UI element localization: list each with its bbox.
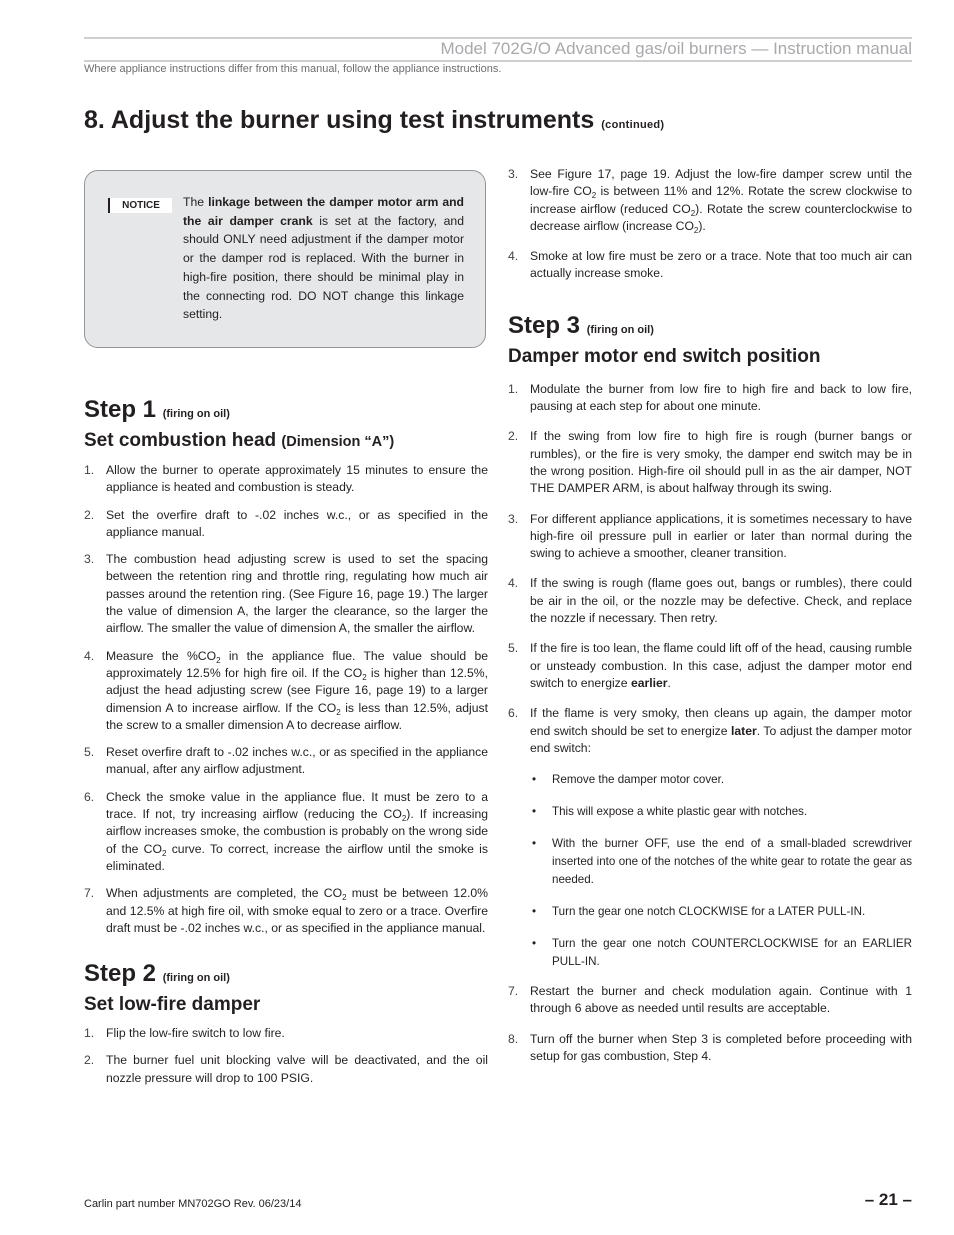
item-number: 2.	[508, 429, 519, 444]
item-text: .	[667, 675, 671, 690]
list-item	[84, 462, 488, 497]
item-number: 5.	[508, 641, 519, 656]
item-text: must be between 12.0% and 12.5% at high fire oil, with smoke equal to zero or a trace. Overfire draft must be -.02 inches w.c., or as specified in the appliance manual.	[106, 886, 488, 935]
step2-list-left	[84, 1025, 488, 1087]
step1-heading	[84, 397, 488, 427]
list-item	[508, 705, 912, 971]
list-item	[508, 640, 912, 692]
step3-bullets	[530, 771, 912, 971]
item-text: If the fire is too lean, the flame could lift off of the head, causing rumble or unsteady combustion. In this case, adjust the damper motor end switch to energize	[530, 641, 912, 690]
step2-heading	[84, 961, 488, 991]
list-item	[508, 575, 912, 627]
list-item	[84, 789, 488, 875]
item-number: 2.	[84, 507, 95, 522]
subscript: 2	[161, 848, 167, 858]
subscript: 2	[690, 208, 696, 218]
item-text-bold: later	[731, 723, 757, 738]
item-number: 4.	[508, 249, 519, 264]
item-text: . To adjust the damper motor end switch:	[530, 723, 912, 755]
part-number: Carlin part number MN702GO Rev. 06/23/14	[84, 1198, 302, 1210]
item-text: Smoke at low fire must be zero or a trace. Note that too much air can actually increase smoke.	[530, 249, 912, 281]
step1-dimension: (Dimension “A”)	[281, 434, 395, 450]
item-text: curve. To correct, increase the airflow until the smoke is eliminated.	[106, 841, 488, 873]
header-bottom-rule	[84, 60, 912, 62]
bullet-item: • Turn the gear one notch COUNTERCLOCKWISE for an EARLIER PULL-IN.	[530, 935, 912, 971]
subscript: 2	[216, 655, 221, 665]
step2-label: Step 2	[84, 960, 157, 988]
item-text: Turn off the burner when Step 3 is completed before proceeding with setup for gas combustion, Step 4.	[530, 1031, 912, 1064]
item-text: Allow the burner to operate approximately 15 minutes to ensure the appliance is heated and combustion is steady.	[106, 463, 488, 495]
step2-section	[84, 961, 488, 1087]
item-text: in the appliance flue. The value should be approximately 12.5% for high fire oil. If the CO	[106, 648, 489, 680]
item-number: 7.	[84, 886, 95, 901]
item-number: 5.	[84, 745, 95, 760]
step1-subtitle	[84, 429, 488, 454]
step3-subtitle: Damper motor end switch position	[508, 345, 821, 367]
item-text: The burner fuel unit blocking valve will be deactivated, and the oil nozzle pressure will drop to 100 PSIG.	[106, 1053, 488, 1085]
item-text: If the swing is rough (flame goes out, bangs or rumbles), there could be air in the oil, or the nozzle may be defective. Check, and replace the nozzle if necessary. Then retry.	[530, 576, 912, 626]
list-item	[84, 551, 488, 637]
notice-text-bold: linkage between the damper motor arm and the air damper crank	[183, 195, 464, 228]
subscript: 2	[342, 893, 347, 903]
step1-label: Step 1	[84, 396, 157, 423]
item-number: 6.	[84, 789, 95, 804]
item-number: 1.	[84, 463, 95, 477]
list-item	[508, 381, 912, 416]
subscript: 2	[693, 225, 699, 235]
notice-tag: NOTICE	[108, 198, 172, 213]
item-number: 4.	[84, 648, 95, 663]
item-text: ). If increasing airflow increases smoke, the combustion is probably on the wrong side of the CO	[106, 807, 489, 856]
item-text: is less than 12.5%, adjust the screw to a smaller dimension A to decrease airflow.	[106, 700, 488, 732]
item-text: Reset overfire draft to -.02 inches w.c., or as specified in the appliance manual, after any airflow adjustment.	[106, 745, 488, 777]
notice-text-part: is set at the factory, and should ONLY need adjustment if the damper motor or the damper rod is replaced. With the burner in high-fire position, there should be minimal play in the connecting rod. DO NOT change this linkage setting.	[183, 213, 464, 322]
item-text: Measure the %CO	[106, 648, 217, 663]
item-text: Check the smoke value in the appliance flue. It must be zero to a trace. If not, try increasing airflow (reducing the CO	[106, 789, 488, 822]
item-text: Flip the low-fire switch to low fire.	[106, 1026, 285, 1041]
step3-label: Step 3	[508, 311, 581, 339]
notice-box	[84, 170, 486, 348]
subscript: 2	[401, 814, 407, 824]
step2-list-right	[508, 166, 912, 283]
item-text: If the swing from low fire to high fire is rough (burner bangs or rumbles), or the fire is very smoky, the damper end switch may be in the wrong position. High-fire oil should pull in as the air damper, NOT THE DAMPER ARM, is about halfway through its swing.	[530, 429, 912, 496]
list-item	[84, 885, 488, 937]
item-text: Modulate the burner from low fire to high fire and back to low fire, pausing at each step for about one minute.	[530, 381, 912, 414]
list-item	[508, 428, 912, 497]
list-item	[508, 166, 912, 235]
step3-section	[508, 313, 912, 1066]
right-column	[508, 166, 912, 1065]
step1-firing: (firing on oil)	[162, 408, 230, 420]
item-text: See Figure 17, page 19. Adjust the low-fire damper screw until the low-fire CO	[530, 167, 912, 199]
list-item	[84, 507, 488, 542]
manual-title: Model 702G/O Advanced gas/oil burners — Instruction manual	[440, 39, 912, 58]
list-item	[508, 983, 912, 1018]
item-text: If the flame is very smoky, then cleans up again, the damper motor end switch should be set to energize	[530, 706, 912, 738]
section-title-text: 8. Adjust the burner using test instruments	[84, 106, 595, 134]
step1-subtitle-text: Set combustion head	[84, 430, 277, 451]
step1-section	[84, 397, 488, 937]
list-item	[84, 1052, 488, 1087]
item-number: 1.	[84, 1026, 95, 1041]
list-item	[508, 511, 912, 563]
item-text: ). Rotate the screw counterclockwise to decrease airflow (increase CO	[530, 201, 913, 233]
item-number: 6.	[508, 706, 519, 721]
item-number: 3.	[508, 167, 519, 181]
item-text: is between 11% and 12%. Rotate the screw clockwise to increase airflow (reduced CO	[530, 184, 912, 216]
item-text: For different appliance applications, it is sometimes necessary to have high-fire oil pressure pull in earlier or later than normal during the swing to achieve a smoother, cleaner transition.	[530, 511, 912, 561]
item-text: Restart the burner and check modulation again. Continue with 1 through 6 above as needed until results are acceptable.	[530, 984, 912, 1016]
list-item	[84, 648, 488, 734]
item-number: 2.	[84, 1053, 95, 1068]
item-number: 7.	[508, 984, 519, 999]
list-item	[508, 248, 912, 283]
step1-list	[84, 462, 488, 937]
item-text: When adjustments are completed, the CO	[106, 886, 343, 901]
bullet-item: • Turn the gear one notch CLOCKWISE for a LATER PULL-IN.	[530, 903, 912, 921]
notice-text-part: The	[183, 195, 209, 209]
bullet-item: • With the burner OFF, use the end of a small-bladed screwdriver inserted into one of the notches of the white gear to rotate the gear as needed.	[530, 835, 912, 889]
bullet-item: • This will expose a white plastic gear with notches.	[530, 803, 912, 821]
list-item	[508, 1031, 912, 1066]
subscript: 2	[591, 191, 597, 201]
left-column	[84, 397, 488, 1087]
item-number: 3.	[508, 511, 519, 526]
item-text: Set the overfire draft to -.02 inches w.c., or as specified in the appliance manual.	[106, 507, 488, 539]
section-continued: (continued)	[601, 119, 665, 131]
item-text: is higher than 12.5%, adjust the head adjusting screw (see Figure 16, page 19) to a larger dimension A to increase airflow. If the CO	[106, 665, 488, 715]
step2-subtitle: Set low-fire damper	[84, 994, 261, 1016]
subscript: 2	[362, 672, 367, 682]
page-number: – 21 –	[864, 1190, 912, 1209]
item-number: 3.	[84, 552, 95, 567]
item-number: 8.	[508, 1031, 519, 1046]
section-title	[84, 106, 664, 135]
step2-firing: (firing on oil)	[162, 972, 230, 985]
item-text-bold: earlier	[630, 675, 668, 690]
step3-heading	[508, 313, 912, 343]
subscript: 2	[336, 707, 341, 717]
item-number: 1.	[508, 381, 519, 396]
list-item	[84, 744, 488, 779]
item-text: The combustion head adjusting screw is used to set the spacing between the retention ring and throttle ring, regulating how much air passes around the retention ring. (See Figure 16, page 19.) The larger the value of dimension A, the larger the clearance, so the larger the airflow. The smaller the value of dimension A, the smaller the airflow.	[106, 552, 488, 636]
list-item	[84, 1025, 488, 1042]
item-text: ).	[698, 218, 706, 233]
step3-firing: (firing on oil)	[586, 323, 654, 336]
bullet-item: • Remove the damper motor cover.	[530, 771, 912, 789]
step3-list	[508, 381, 912, 1066]
notice-text	[183, 193, 464, 324]
item-number: 4.	[508, 576, 519, 591]
manual-subtitle: Where appliance instructions differ from this manual, follow the appliance instructions.	[84, 63, 502, 75]
